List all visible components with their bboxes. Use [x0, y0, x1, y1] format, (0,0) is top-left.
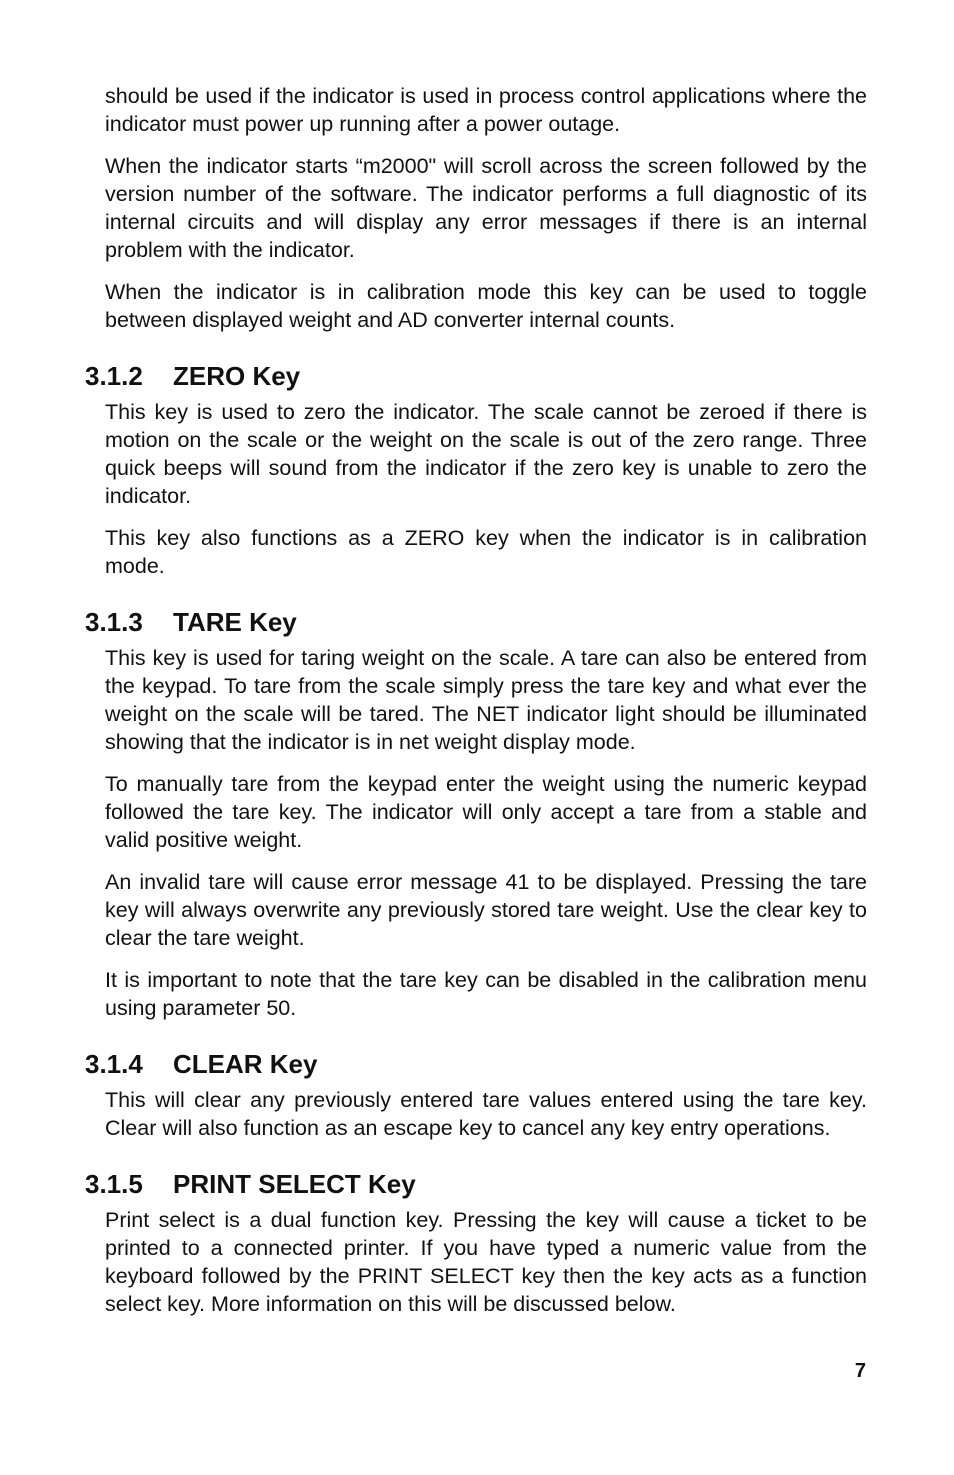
tare-key-paragraph-2: To manually tare from the keypad enter the weight using the numeric keypad followed the tare key. The indicator will only accept a tare from a stable and valid positive weight.	[105, 772, 867, 852]
section-number: 3.1.4	[85, 1049, 143, 1079]
print-select-key-paragraph-1: Print select is a dual function key. Pressing the key will cause a ticket to be printed to a connected printer. If you have typed a numeric value from the keyboard followed by the PRINT SELECT key then the key acts as a function select key. More information on this will be discussed below.	[105, 1208, 867, 1316]
section-title: CLEAR Key	[173, 1049, 318, 1079]
zero-key-paragraph-1: This key is used to zero the indicator. The scale cannot be zeroed if there is motion on the scale or the weight on the scale is out of the zero range. Three quick beeps will sound from the indicator if the zero key is unable to zero the indicator.	[105, 400, 867, 508]
intro-paragraph-1: should be used if the indicator is used in process control applications where the indicator must power up running after a power outage.	[105, 84, 867, 136]
clear-key-paragraph-1: This will clear any previously entered tare values entered using the tare key. Clear will also function as an escape key to cancel any key entry operations.	[105, 1088, 867, 1140]
zero-key-paragraph-2: This key also functions as a ZERO key when the indicator is in calibration mode.	[105, 526, 867, 578]
tare-key-paragraph-1: This key is used for taring weight on the scale. A tare can also be entered from the keypad. To tare from the scale simply press the tare key and what ever the weight on the scale will be tared. The NET indicator light should be illuminated showing that the indicator is in net weight display mode.	[105, 646, 867, 754]
intro-paragraph-3: When the indicator is in calibration mode this key can be used to toggle between displayed weight and AD converter internal counts.	[105, 280, 867, 332]
section-heading-zero-key	[85, 360, 867, 392]
tare-key-paragraph-3: An invalid tare will cause error message 41 to be displayed. Pressing the tare key will always overwrite any previously stored tare weight. Use the clear key to clear the tare weight.	[105, 870, 867, 950]
section-number: 3.1.2	[85, 361, 143, 391]
section-heading-clear-key	[85, 1048, 867, 1080]
intro-paragraph-2: When the indicator starts “m2000" will scroll across the screen followed by the version number of the software. The indicator performs a full diagnostic of its internal circuits and will display any error messages if there is an internal problem with the indicator.	[105, 154, 867, 262]
section-title: TARE Key	[173, 607, 297, 637]
tare-key-paragraph-4: It is important to note that the tare key can be disabled in the calibration menu using parameter 50.	[105, 968, 867, 1020]
section-heading-print-select-key	[85, 1168, 867, 1200]
page-number: 7	[854, 1360, 866, 1382]
section-number: 3.1.3	[85, 607, 143, 637]
section-title: ZERO Key	[173, 361, 301, 391]
section-heading-tare-key	[85, 606, 867, 638]
page-content	[85, 82, 867, 1332]
section-number: 3.1.5	[85, 1169, 143, 1199]
section-title: PRINT SELECT Key	[173, 1169, 416, 1199]
